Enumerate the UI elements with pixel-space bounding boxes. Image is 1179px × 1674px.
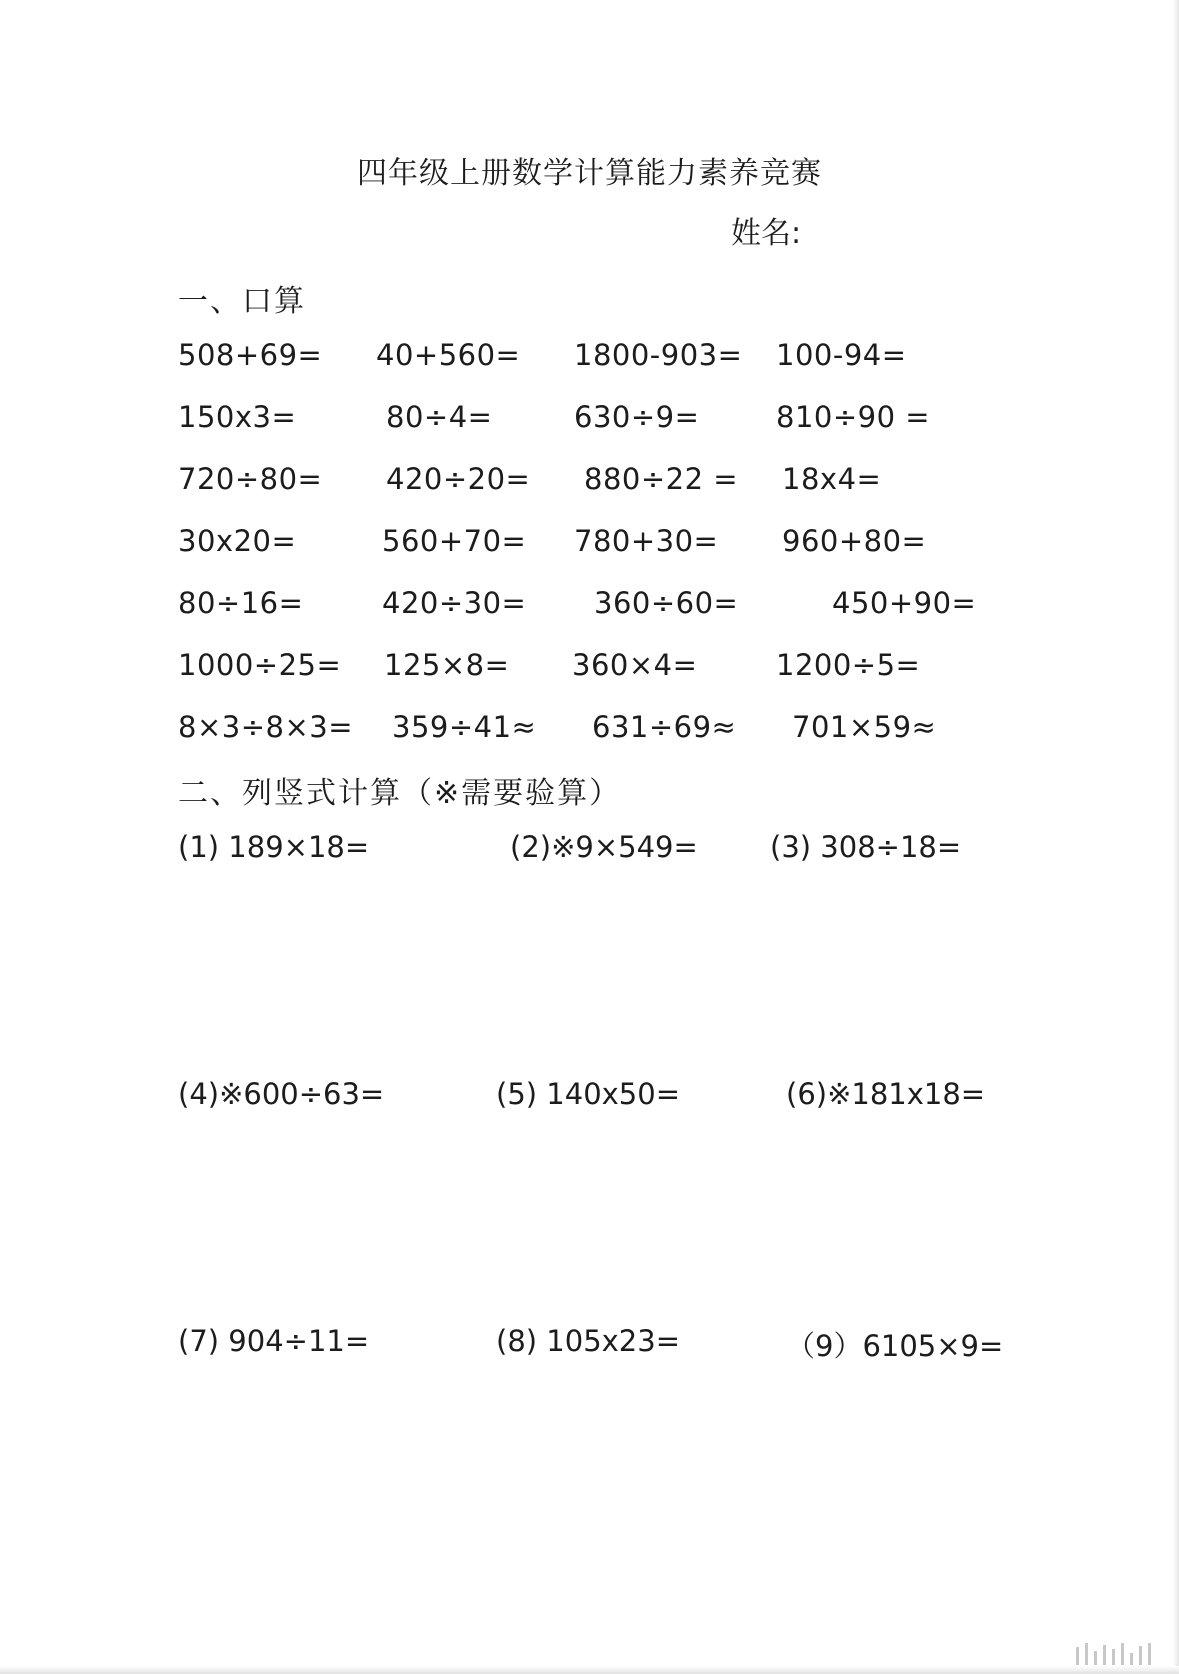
mental-math-problem: 701×59≈	[792, 710, 937, 744]
vertical-calc-problem: （9）6105×9=	[786, 1329, 1004, 1363]
section-heading-vertical-calc: 二、列竖式计算（※需要验算）	[178, 776, 622, 811]
mental-math-problem: 631÷69≈	[592, 710, 737, 744]
mental-math-problem: 780+30=	[574, 524, 719, 558]
vertical-calc-problem: (6)※181x18=	[786, 1077, 986, 1111]
mental-math-problem: 450+90=	[832, 586, 977, 620]
mental-math-problem: 960+80=	[782, 524, 927, 558]
page-edge-shadow	[1173, 0, 1179, 1674]
page-title: 四年级上册数学计算能力素养竞赛	[357, 156, 822, 191]
mental-math-problem: 30x20=	[178, 524, 297, 558]
mental-math-problem: 360÷60=	[594, 586, 739, 620]
vertical-calc-problem: (7) 904÷11=	[178, 1324, 370, 1358]
vertical-calc-problem: (1) 189×18=	[178, 830, 370, 864]
mental-math-problem: 80÷4=	[386, 400, 493, 434]
mental-math-problem: 150x3=	[178, 400, 297, 434]
mental-math-problem: 40+560=	[376, 338, 521, 372]
vertical-calc-problem: (5) 140x50=	[496, 1077, 681, 1111]
vertical-calc-problem: (8) 105x23=	[496, 1324, 681, 1358]
name-label: 姓名:	[731, 216, 802, 251]
mental-math-problem: 880÷22 =	[584, 462, 739, 496]
mental-math-problem: 720÷80=	[178, 462, 323, 496]
vertical-calc-problem: (2)※9×549=	[510, 830, 698, 864]
vertical-calc-problem: (4)※600÷63=	[178, 1077, 385, 1111]
mental-math-problem: 508+69=	[178, 338, 323, 372]
mental-math-problem: 1200÷5=	[776, 648, 921, 682]
mental-math-problem: 18x4=	[782, 462, 882, 496]
mental-math-problem: 8×3÷8×3=	[178, 710, 353, 744]
mental-math-problem: 359÷41≈	[392, 710, 537, 744]
answer-work-space[interactable]	[178, 1127, 998, 1307]
mental-math-problem: 420÷20=	[386, 462, 531, 496]
mental-math-problem: 1000÷25=	[178, 648, 342, 682]
page-edge-shadow	[0, 1666, 1179, 1674]
mental-math-problem: 560+70=	[382, 524, 527, 558]
mental-math-problem: 810÷90 =	[776, 400, 931, 434]
mental-math-problem: 80÷16=	[178, 586, 304, 620]
mental-math-problem: 125×8=	[384, 648, 510, 682]
answer-work-space[interactable]	[178, 1374, 998, 1604]
section-heading-mental-math: 一、口算	[178, 284, 306, 319]
answer-work-space[interactable]	[178, 880, 998, 1060]
mental-math-problem: 630÷9=	[574, 400, 700, 434]
mental-math-problem: 420÷30=	[382, 586, 527, 620]
mental-math-problem: 360×4=	[572, 648, 698, 682]
vertical-calc-problem: (3) 308÷18=	[770, 830, 962, 864]
mental-math-problem: 1800-903=	[574, 338, 743, 372]
mental-math-problem: 100-94=	[776, 338, 907, 372]
page-scan-marks	[1076, 1643, 1151, 1665]
